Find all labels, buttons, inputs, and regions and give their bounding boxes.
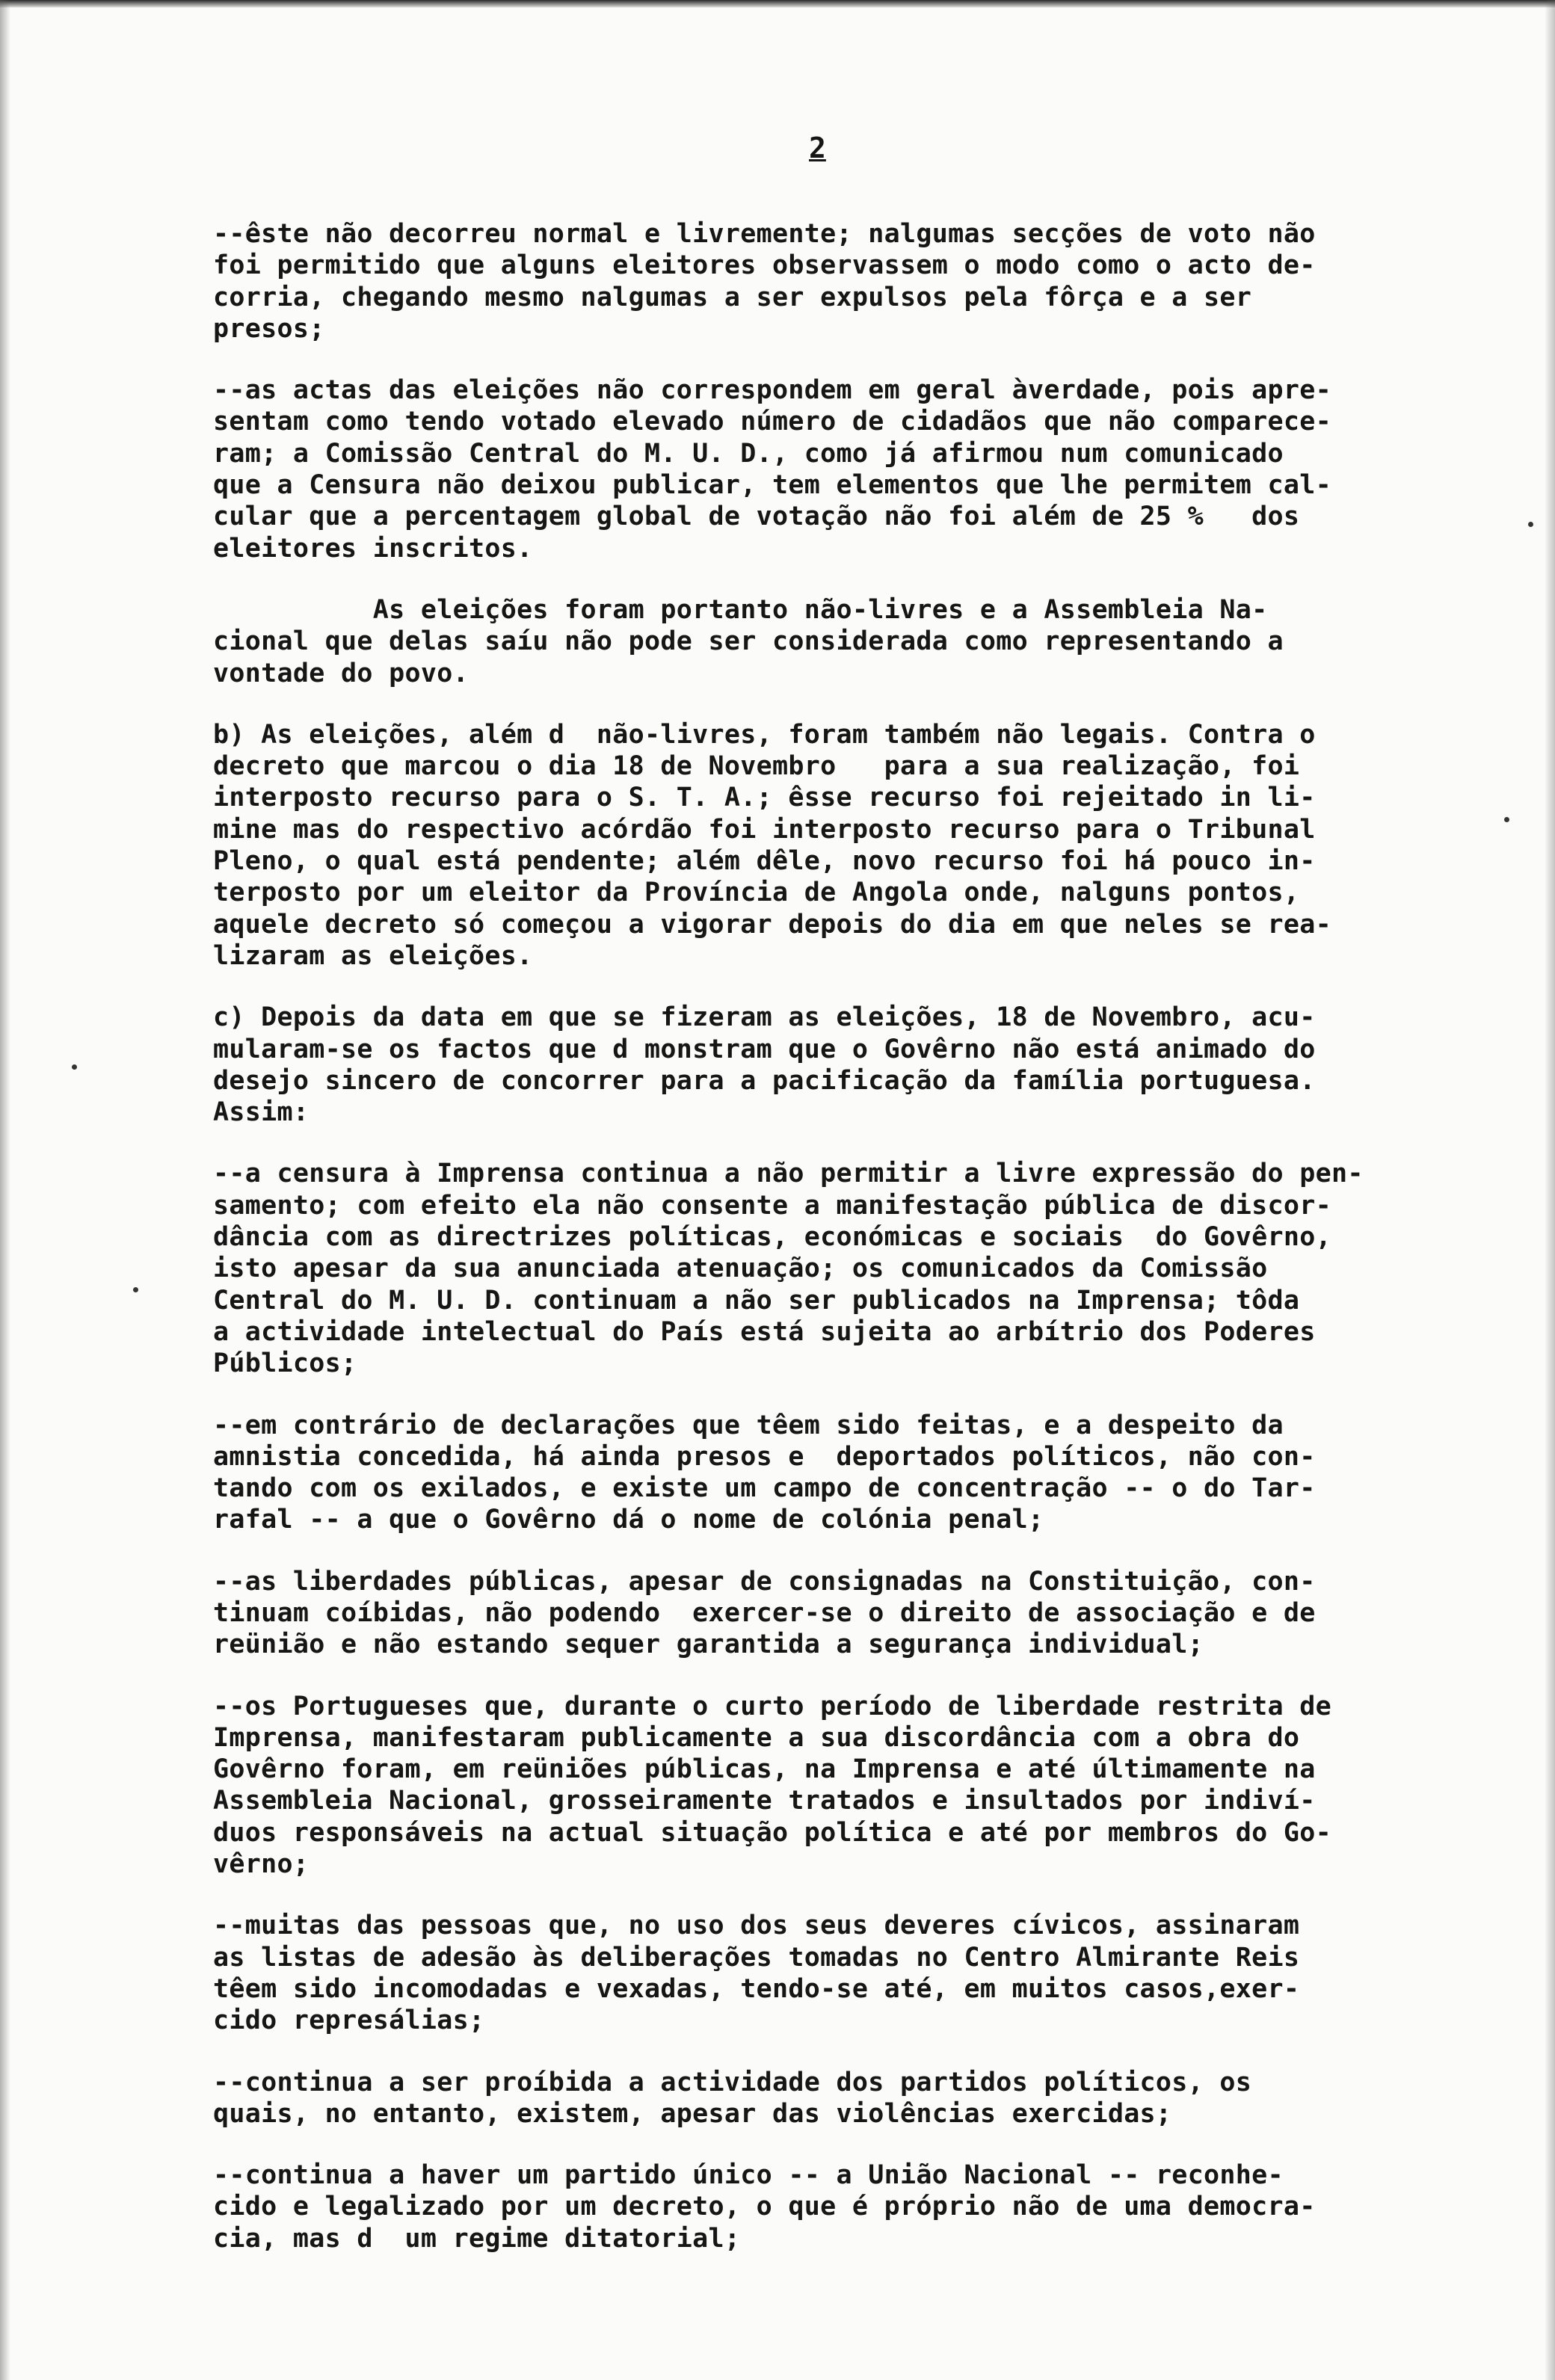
paragraph-b-legality: b) As eleições, além d não-livres, foram também não legais. Contra o decreto que marcou o dia 18 de Novembro para a sua realização, foi interposto recurso para o S. T. A.; êsse recurso foi rejeitado in li- mine mas do respectivo acórdão foi interposto recurso para o Tribunal Pleno, o qual está pendente; além dêle, novo recurso foi há pouco in- terposto por um eleitor da Província de Angola onde, nalguns pontos, aquele decreto só começou a vigorar depois do dia em que neles se rea- lizaram as eleições. xyxy=(213,719,1332,971)
paragraph-censorship: --a censura à Imprensa continua a não permitir a livre expressão do pen- samento; com efeito ela não consente a manifestação pública de discor- dância com as directrizes políticas, económicas e sociais do Govêrno, isto apesar da sua anunciada atenuação; os comunicados da Comissão Central do M. U. D. continuam a não ser publicados na Imprensa; tôda a actividade intelectual do País está sujeita ao arbítrio dos Poderes Públicos; xyxy=(213,1159,1364,1379)
scan-shadow-left xyxy=(0,0,10,2380)
paragraph-insulted-citizens: --os Portugueses que, durante o curto período de liberdade restrita de Imprensa, manifestaram publicamente a sua discordância com a obra do Govêrno foram, em reüniões públicas, na Imprensa e até últimamente na Assembleia Nacional, grosseiramente tratados e insultados por indiví- duos responsáveis na actual situação política e até por membros do Go- vêrno; xyxy=(213,1691,1332,1880)
scan-speck xyxy=(1528,522,1533,527)
scan-speck xyxy=(1504,817,1509,822)
paragraph-public-liberties: --as liberdades públicas, apesar de consignadas na Constituição, con- tinuam coíbidas, não podendo exercer-se o direito de associação e de reünião e não estando sequer garantida a segurança individual; xyxy=(213,1566,1316,1660)
document-body xyxy=(213,218,1469,2284)
paragraph-conclusion: As eleições foram portanto não-livres e a Assembleia Na- cional que delas saíu não pode ser considerada como representando a vontade do povo. xyxy=(213,594,1284,688)
paragraph-election-records: --as actas das eleições não correspondem em geral àverdade, pois apre- sentam como tendo votado elevado número de cidadãos que não comparece- ram; a Comissão Central do M. U. D., como já afirmou num comunicado que a Censura não deixou publicar, tem elementos que lhe permitem cal- cular que a percentagem global de votação não foi além de 25 % dos eleitores inscritos. xyxy=(213,375,1332,564)
paragraph-political-prisoners: --em contrário de declarações que têem sido feitas, e a despeito da amnistia concedida, há ainda presos e deportados políticos, não con- tando com os exilados, e existe um campo de concentração -- o do Tar- rafal -- a que o Govêrno dá o nome de colónia penal; xyxy=(213,1410,1316,1535)
scan-shadow-top xyxy=(0,0,1555,7)
paragraph-single-party: --continua a haver um partido único -- a União Nacional -- reconhe- cido e legalizado por um decreto, o que é próprio não de uma democra- cia, mas d um regime ditatorial; xyxy=(213,2160,1316,2254)
page-number: 2 xyxy=(809,132,826,164)
paragraph-signatories: --muitas das pessoas que, no uso dos seus deveres cívicos, assinaram as listas de adesão às deliberações tomadas no Centro Almirante Reis têem sido incomodadas e vexadas, tendo-se até, em muitos casos,exer- cido represálias; xyxy=(213,1911,1300,2036)
scan-shadow-right xyxy=(1545,0,1555,2380)
scan-speck xyxy=(72,1064,77,1070)
paragraph-election-process: --êste não decorreu normal e livremente; nalgumas secções de voto não foi permitido que alguns eleitores observassem o modo como o acto de- corria, chegando mesmo nalgumas a ser expulsos pela fôrça e a ser presos; xyxy=(213,219,1316,344)
scan-speck xyxy=(133,1287,138,1292)
paragraph-c-facts: c) Depois da data em que se fizeram as eleições, 18 de Novembro, acu- mularam-se os factos que d monstram que o Govêrno não está animado do desejo sincero de concorrer para a pacificação da família portuguesa. Assim: xyxy=(213,1002,1316,1128)
paragraph-parties-banned: --continua a ser proíbida a actividade dos partidos políticos, os quais, no entanto, existem, apesar das violências exercidas; xyxy=(213,2067,1252,2129)
